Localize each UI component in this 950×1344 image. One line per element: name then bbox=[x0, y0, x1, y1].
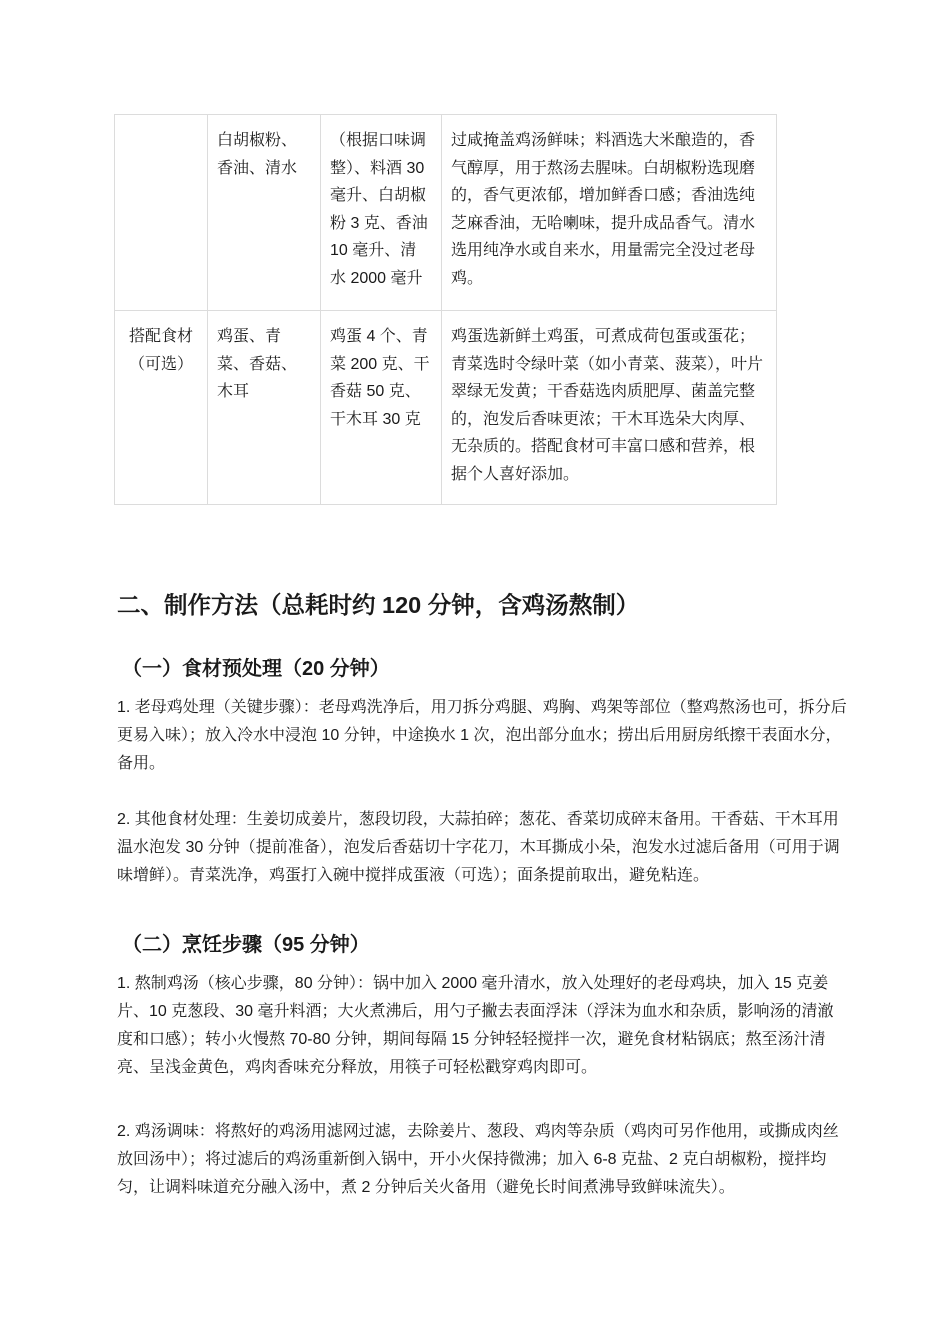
table-row bbox=[115, 311, 777, 505]
amount-cell: （根据口味调整）、料酒 30 毫升、白胡椒粉 3 克、香油 10 毫升、清水 2000 毫升 bbox=[321, 115, 442, 311]
paragraph: 1. 老母鸡处理（关键步骤）：老母鸡洗净后，用刀拆分鸡腿、鸡胸、鸡架等部位（整鸡熬汤也可，拆分后更易入味）；放入冷水中浸泡 10 分钟，中途换水 1 次，泡出部分血水；捞出后用厨房纸擦干表面水分，备用。 bbox=[117, 699, 847, 772]
items-cell: 白胡椒粉、香油、清水 bbox=[208, 115, 321, 311]
section-heading: 二、制作方法（总耗时约 120 分钟，含鸡汤熬制） bbox=[117, 592, 640, 618]
category-cell: 搭配食材（可选） bbox=[115, 311, 208, 505]
ingredients-table bbox=[114, 114, 777, 505]
category-cell bbox=[115, 115, 208, 311]
table-row bbox=[115, 115, 777, 311]
paragraph: 2. 鸡汤调味：将熬好的鸡汤用滤网过滤，去除姜片、葱段、鸡肉等杂质（鸡肉可另作他用，或撕成肉丝放回汤中）；将过滤后的鸡汤重新倒入锅中，开小火保持微沸；加入 6-8 克盐、2 克白胡椒粉，搅拌均匀，让调料味道充分融入汤中，煮 2 分钟后关火备用（避免长时间煮沸导致鲜味流失）。 bbox=[117, 1123, 839, 1196]
notes-cell: 鸡蛋选新鲜土鸡蛋，可煮成荷包蛋或蛋花；青菜选时令绿叶菜（如小青菜、菠菜），叶片翠绿无发黄；干香菇选肉质肥厚、菌盖完整的，泡发后香味更浓；干木耳选朵大肉厚、无杂质的。搭配食材可丰富口感和营养，根据个人喜好添加。 bbox=[442, 311, 777, 505]
items-cell: 鸡蛋、青菜、香菇、木耳 bbox=[208, 311, 321, 505]
paragraph: 1. 熬制鸡汤（核心步骤，80 分钟）：锅中加入 2000 毫升清水，放入处理好的老母鸡块，加入 15 克姜片、10 克葱段、30 毫升料酒；大火煮沸后，用勺子撇去表面浮沫（浮沫为血水和杂质，影响汤的清澈度和口感）；转小火慢熬 70-80 分钟，期间每隔 15 分钟轻轻搅拌一次，避免食材粘锅底；熬至汤汁清亮、呈浅金黄色，鸡肉香味充分释放，用筷子可轻松戳穿鸡肉即可。 bbox=[117, 975, 834, 1076]
subsection-heading: （二）烹饪步骤（95 分钟） bbox=[122, 934, 370, 956]
notes-cell: 过咸掩盖鸡汤鲜味；料酒选大米酿造的，香气醇厚，用于熬汤去腥味。白胡椒粉选现磨的，香气更浓郁，增加鲜香口感；香油选纯芝麻香油，无哈喇味，提升成品香气。清水选用纯净水或自来水，用量需完全没过老母鸡。 bbox=[442, 115, 777, 311]
amount-cell: 鸡蛋 4 个、青菜 200 克、干香菇 50 克、干木耳 30 克 bbox=[321, 311, 442, 505]
subsection-heading: （一）食材预处理（20 分钟） bbox=[122, 658, 390, 680]
paragraph: 2. 其他食材处理：生姜切成姜片，葱段切段，大蒜拍碎；葱花、香菜切成碎末备用。干香菇、干木耳用温水泡发 30 分钟（提前准备），泡发后香菇切十字花刀，木耳撕成小朵，泡发水过滤后备用（可用于调味增鲜）。青菜洗净，鸡蛋打入碗中搅拌成蛋液（可选）；面条提前取出，避免粘连。 bbox=[117, 811, 840, 884]
